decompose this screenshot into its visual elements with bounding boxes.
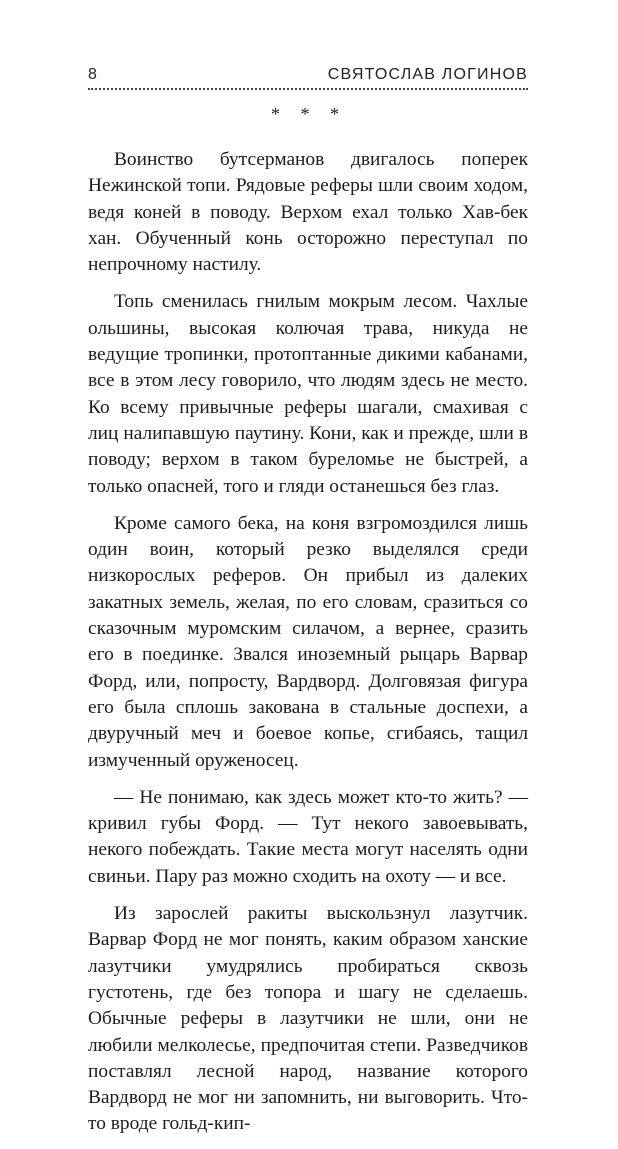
paragraph: Из зарослей ракиты выскользнул лазутчик. Варвар Форд не мог понять, каким образом ханские лазутчики умудрялись пробираться сквозь густотень, где без топора и шагу не сделаешь. Обычные реферы в лазутчики не шли, они не любили мелколесье, предпочитая степи. Разведчиков поставлял лесной народ, название которого Вардворд не мог ни запомнить, ни выговорить. Что-то вроде гольд-кип- [88, 903, 528, 1135]
paragraph: Топь сменилась гнилым мокрым лесом. Чахлые ольшины, высокая колючая трава, никуда не ведущие тропинки, протоптанные дикими кабанами, все в этом лесу говорило, что людям здесь не место. Ко всему привычные реферы шагали, смахивая с лиц налипавшую паутину. Кони, как и прежде, шли в поводу; верхом в таком буреломье не быстрей, а только опасней, того и гляди останешься без глаз. [88, 291, 528, 497]
page-number: 8 [88, 66, 98, 83]
paragraph: Воинство бутсерманов двигалось поперек Нежинской топи. Рядовые реферы шли своим ходом, ведя коней в поводу. Верхом ехал только Хав-бек хан. Обученный конь осторожно переступал по непрочному настилу. [88, 149, 528, 276]
running-head [88, 64, 528, 90]
scene-break: * * * [271, 104, 347, 124]
text-body [88, 147, 528, 1149]
running-head-author: СВЯТОСЛАВ ЛОГИНОВ [327, 66, 528, 83]
dotted-rule [88, 88, 528, 90]
paragraph: — Не понимаю, как здесь может кто-то жить? — кривил губы Форд. — Тут некого завоевывать, некого побеждать. Такие места могут населять одни свиньи. Пару раз можно сходить на охоту — и все. [88, 786, 528, 887]
paragraph: Кроме самого бека, на коня взгромоздился лишь один воин, который резко выделялся среди низкорослых реферов. Он прибыл из далеких закатных земель, желая, по его словам, сразиться со сказочным муромским силачом, а вернее, сразить его в поединке. Звался иноземный рыцарь Варвар Форд, или, попросту, Вардворд. Долговязая фигура его была сплошь закована в стальные доспехи, а двуручный меч и боевое копье, сгибаясь, тащил измученный оруженосец. [88, 512, 528, 771]
